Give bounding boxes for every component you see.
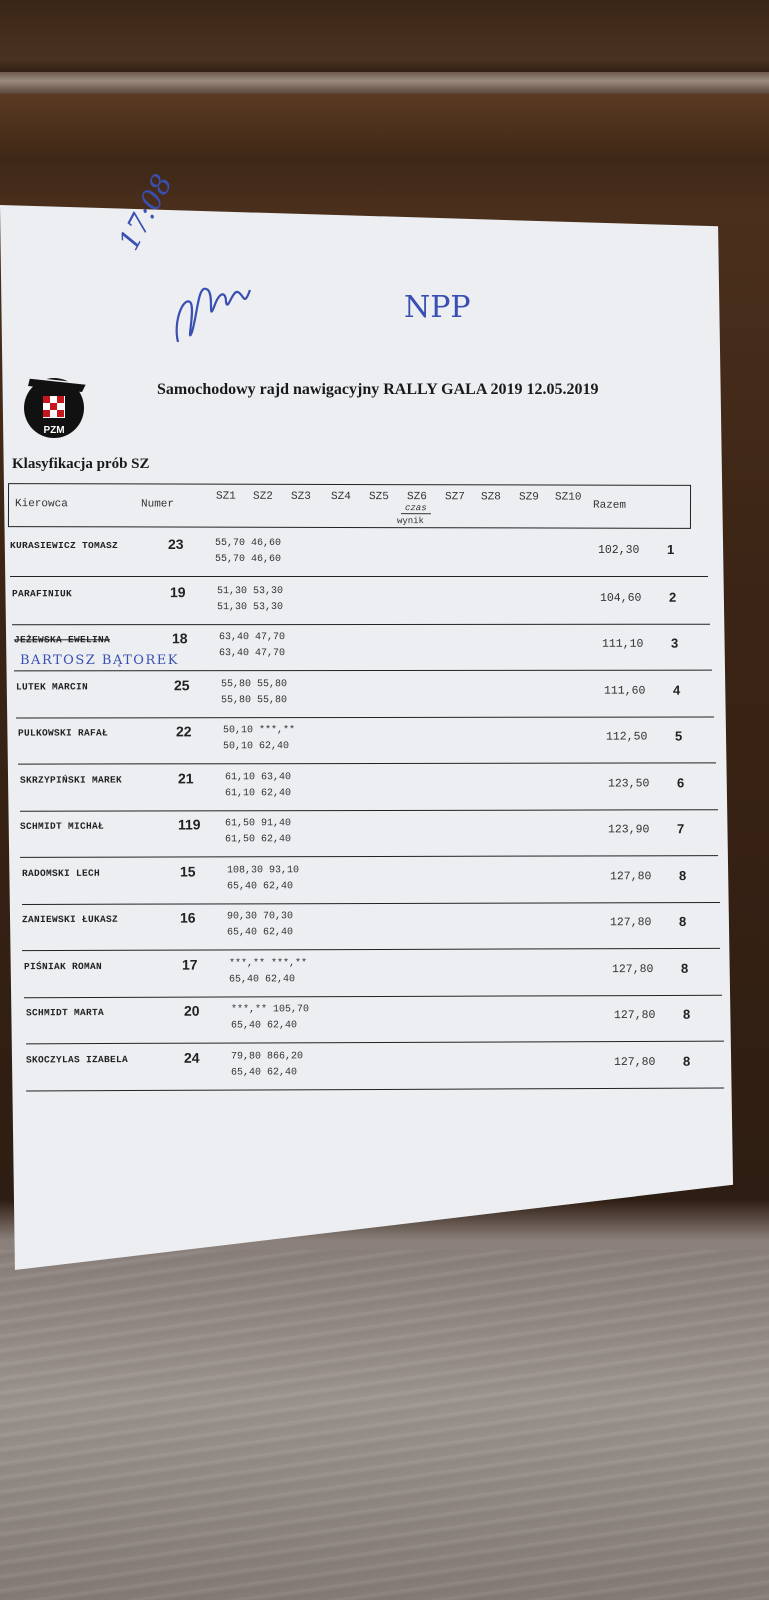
stage-results: 65,40 62,40 [228, 974, 296, 986]
table-row [26, 997, 716, 1048]
stage-results: 63,40 47,70 [218, 648, 286, 660]
header-sz5: SZ5 [369, 491, 389, 504]
stage-times: 55,80 55,80 [220, 679, 288, 691]
pzm-logo [24, 370, 88, 442]
header-total: Razem [592, 499, 627, 512]
driver-name: SKRZYPIŃSKI MAREK [19, 774, 123, 786]
header-sz3: SZ3 [291, 490, 311, 503]
total-score: 111,60 [603, 684, 646, 698]
car-number: 22 [175, 723, 192, 740]
place: 8 [682, 1053, 691, 1069]
place: 8 [680, 960, 689, 976]
stage-times: ***,** ***,** [228, 958, 307, 970]
driver-name: PIŚNIAK ROMAN [23, 960, 102, 973]
table-row [20, 765, 710, 814]
stage-results: 55,70 46,60 [215, 554, 282, 565]
stage-results: 55,80 55,80 [220, 695, 288, 707]
place: 7 [676, 821, 685, 837]
stage-results: 50,10 62,40 [222, 741, 290, 753]
stage-results: 65,40 62,40 [230, 1020, 298, 1032]
stage-times: 55,70 46,60 [215, 538, 282, 549]
place: 8 [682, 1006, 691, 1022]
car-number: 17 [181, 956, 198, 973]
car-number: 18 [171, 630, 188, 647]
row-divider [14, 670, 712, 672]
driver-name: SCHMIDT MICHAŁ [19, 820, 105, 832]
driver-name: KURASIEWICZ TOMASZ [10, 540, 119, 551]
place: 8 [678, 868, 687, 884]
stage-times: 50,10 ***,** [222, 725, 296, 737]
document-subtitle: Klasyfikacja prób SZ [12, 456, 150, 472]
row-divider [26, 1088, 724, 1092]
place: 8 [678, 913, 687, 930]
driver-name: PARAFINIUK [11, 588, 73, 600]
total-score: 102,30 [598, 544, 640, 557]
header-sz4: SZ4 [331, 490, 351, 504]
driver-name: SKOCZYLAS IZABELA [25, 1054, 128, 1066]
stage-times: 108,30 93,10 [226, 865, 299, 877]
total-score: 112,50 [605, 730, 648, 744]
stage-times: ***,** 105,70 [230, 1004, 309, 1016]
car-number: 25 [173, 677, 190, 694]
stage-times: 61,10 63,40 [224, 772, 292, 784]
stage-times: 90,30 70,30 [226, 911, 293, 923]
header-sz9: SZ9 [519, 491, 539, 504]
stage-results: 51,30 53,30 [216, 602, 284, 614]
car-number: 15 [179, 863, 196, 880]
place: 5 [674, 728, 683, 744]
total-score: 123,50 [607, 777, 650, 791]
stage-results: 65,40 62,40 [226, 927, 294, 939]
table-row [10, 532, 700, 580]
header-sz8: SZ8 [481, 491, 501, 504]
header-sz6: SZ6 [407, 491, 427, 504]
car-number: 21 [177, 770, 194, 787]
stage-results: 65,40 62,40 [226, 881, 294, 893]
car-number: 23 [168, 536, 184, 552]
handwritten-time: 17:08 [112, 168, 180, 256]
header-number: Numer [140, 498, 175, 511]
place: 3 [670, 635, 679, 651]
place: 6 [676, 775, 685, 791]
header-sz10: SZ10 [555, 491, 582, 504]
stage-results: 61,10 62,40 [224, 788, 292, 800]
total-score: 127,80 [611, 963, 654, 977]
handwritten-correction: BARTOSZ BĄTOREK [20, 653, 179, 668]
car-number: 19 [169, 584, 186, 601]
car-number: 119 [177, 816, 201, 833]
total-score: 127,80 [613, 1008, 656, 1023]
header-driver: Kierowca [14, 498, 68, 511]
driver-name: RADOMSKI LECH [21, 867, 101, 879]
total-score: 111,10 [601, 637, 644, 651]
handwritten-npp: NPP [404, 290, 471, 325]
table-row [12, 580, 702, 628]
place: 1 [667, 542, 675, 557]
driver-name: PULKOWSKI RAFAŁ [17, 727, 109, 739]
svg-text:PZM: PZM [43, 425, 65, 436]
table-row [22, 858, 712, 908]
total-score: 127,80 [609, 916, 652, 930]
total-score: 127,80 [609, 870, 652, 884]
table-row [24, 951, 714, 1001]
total-score: 104,60 [599, 591, 642, 605]
handwritten-signature [168, 262, 258, 357]
table-row [16, 673, 706, 722]
car-number: 24 [183, 1049, 200, 1066]
car-number: 16 [179, 909, 196, 926]
header-wynik: wynik [396, 516, 424, 527]
row-divider [10, 576, 708, 577]
header-sz2: SZ2 [253, 490, 273, 503]
stage-times: 51,30 53,30 [216, 586, 284, 598]
stage-times: 79,80 866,20 [230, 1051, 303, 1063]
row-divider [18, 762, 716, 764]
header-czas: czas [401, 503, 431, 514]
place: 4 [672, 682, 681, 698]
driver-name: JEŻEWSKA EWELINA [13, 634, 111, 646]
header-sz7: SZ7 [445, 491, 465, 504]
shelf-edge [0, 72, 769, 94]
car-number: 20 [183, 1002, 200, 1019]
stage-results: 61,50 62,40 [224, 834, 292, 846]
table-surface [0, 1250, 769, 1600]
place: 2 [668, 589, 677, 605]
stage-times: 61,50 91,40 [224, 818, 291, 830]
total-score: 123,90 [607, 823, 650, 837]
table-row [20, 811, 710, 861]
table-row [22, 904, 712, 954]
total-score: 127,80 [613, 1055, 656, 1069]
stage-times: 63,40 47,70 [218, 632, 286, 644]
driver-name: ZANIEWSKI ŁUKASZ [21, 913, 119, 926]
document-title: Samochodowy rajd nawigacyjny RALLY GALA 2019 12.05.2019 [157, 381, 599, 398]
driver-name: SCHMIDT MARTA [25, 1007, 104, 1019]
table-row [26, 1044, 716, 1095]
header-sz1: SZ1 [216, 490, 236, 503]
driver-name: LUTEK MARCIN [15, 681, 89, 693]
stage-results: 65,40 62,40 [230, 1067, 298, 1079]
table-row [18, 718, 708, 767]
table-header [8, 483, 691, 529]
